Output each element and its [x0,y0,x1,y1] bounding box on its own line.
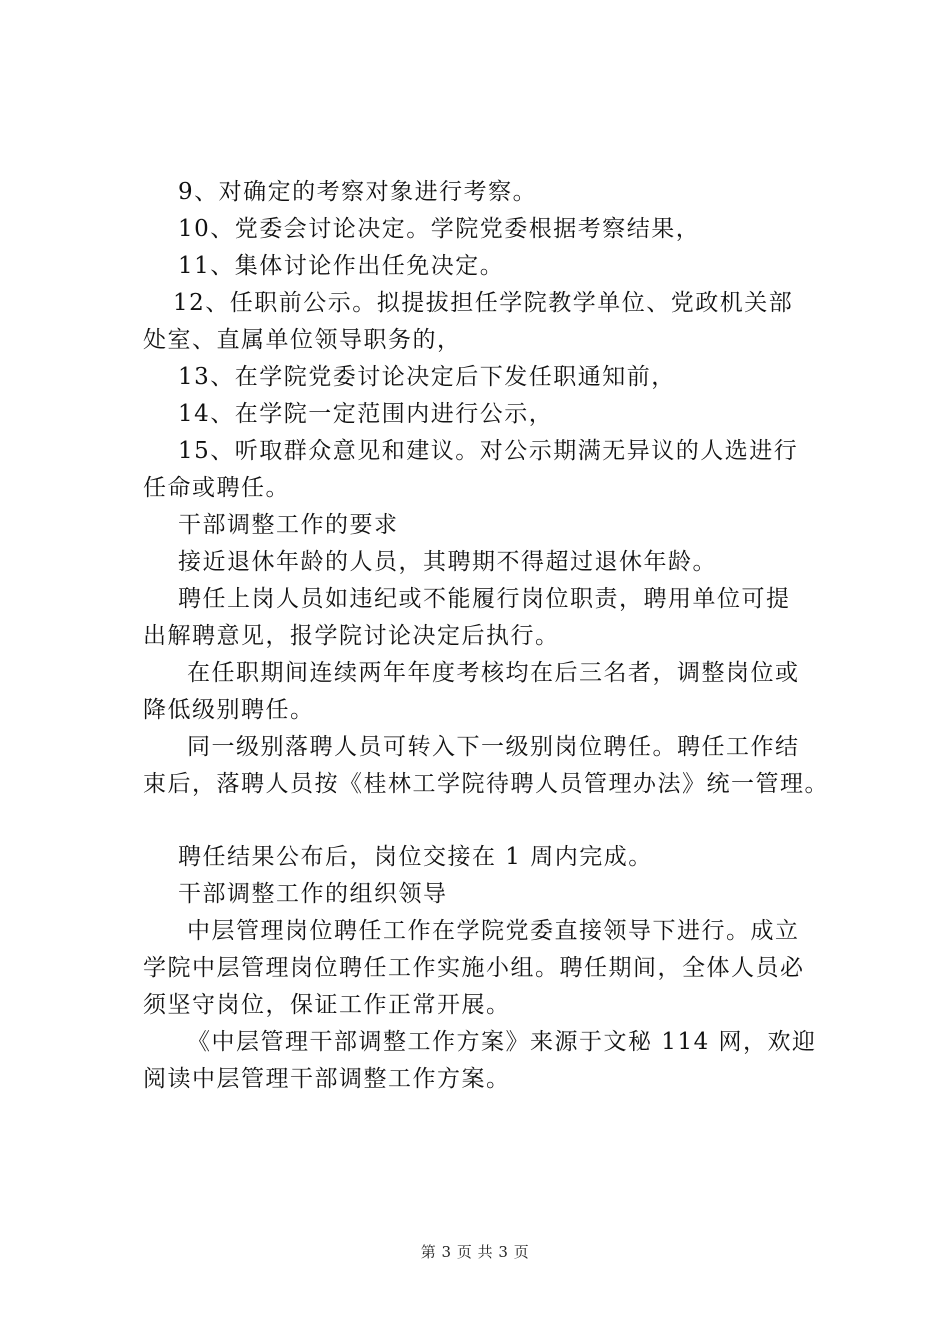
paragraph [143,1024,843,1098]
paragraph-first-line: 接近退休年龄的人员，其聘期不得超过退休年龄。 [178,549,717,575]
paragraph-continuation-line: 任命或聘任。 [143,475,290,501]
paragraph-first-line: 11、集体讨论作出任免决定。 [178,253,505,279]
paragraph [143,433,843,507]
page-footer: 第 3 页 共 3 页 [420,1243,530,1261]
paragraph-first-line: 15、听取群众意见和建议。对公示期满无异议的人选进行 [178,438,799,464]
paragraph [143,581,843,655]
paragraph-continuation-line: 出解聘意见，报学院讨论决定后执行。 [143,623,560,649]
paragraph-first-line: 在任职期间连续两年年度考核均在后三名者，调整岗位或 [187,660,800,686]
paragraph-first-line: 中层管理岗位聘任工作在学院党委直接领导下进行。成立 [187,918,800,944]
paragraph-first-line: 聘任上岗人员如违纪或不能履行岗位职责，聘用单位可提 [178,586,791,612]
paragraph [143,211,843,248]
paragraph [143,248,843,285]
paragraph [143,507,843,544]
paragraph-continuation-line: 处室、直属单位领导职务的， [143,327,462,353]
paragraph [143,839,843,876]
blank-line [143,803,843,839]
paragraph [143,544,843,581]
paragraph-first-line: 《中层管理干部调整工作方案》来源于文秘 114 网，欢迎 [187,1029,817,1055]
paragraph-first-line: 12、任职前公示。拟提拔担任学院教学单位、党政机关部 [173,290,794,316]
document-body [143,174,843,1098]
paragraph-first-line: 13、在学院党委讨论决定后下发任职通知前， [178,364,676,390]
paragraph [143,174,843,211]
paragraph [143,876,843,913]
paragraph [143,285,843,359]
paragraph-continuation-line: 学院中层管理岗位聘任工作实施小组。聘任期间，全体人员必 [143,955,805,981]
paragraph [143,729,843,803]
paragraph-first-line: 10、党委会讨论决定。学院党委根据考察结果， [178,216,701,242]
paragraph [143,396,843,433]
paragraph-first-line: 同一级别落聘人员可转入下一级别岗位聘任。聘任工作结 [187,734,800,760]
paragraph-continuation-line: 降低级别聘任。 [143,697,315,723]
paragraph-first-line: 干部调整工作的要求 [178,512,399,538]
paragraph-continuation-line: 阅读中层管理干部调整工作方案。 [143,1066,511,1092]
paragraph-first-line: 聘任结果公布后，岗位交接在 1 周内完成。 [178,844,653,870]
paragraph-first-line: 9、对确定的考察对象进行考察。 [178,179,538,205]
paragraph-first-line: 14、在学院一定范围内进行公示， [178,401,554,427]
paragraph [143,359,843,396]
paragraph-first-line: 干部调整工作的组织领导 [178,881,448,907]
paragraph-continuation-line: 须坚守岗位，保证工作正常开展。 [143,992,511,1018]
paragraph-continuation-line: 束后，落聘人员按《桂林工学院待聘人员管理办法》统一管理。 [143,771,829,797]
paragraph [143,655,843,729]
paragraph [143,913,843,1024]
